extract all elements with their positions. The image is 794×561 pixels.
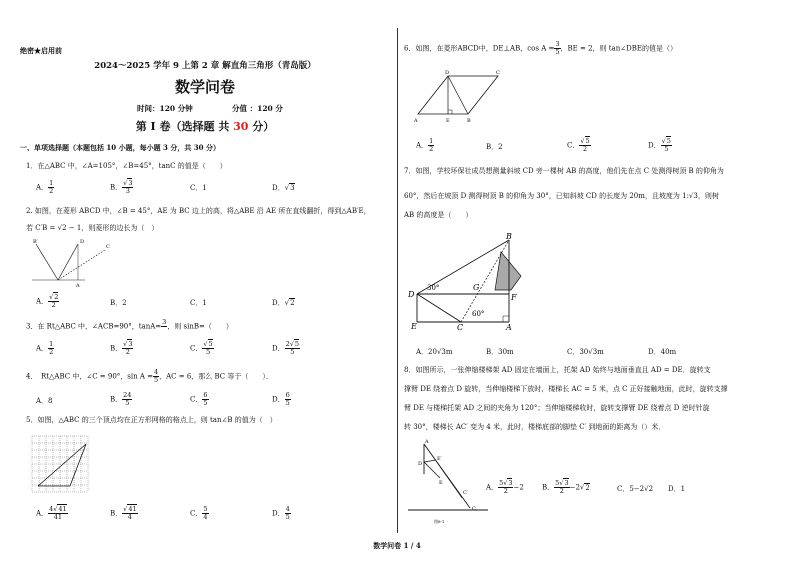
q7-figure — [405, 230, 545, 332]
q1-option-b[interactable]: B． $\frac{√3}{3}$ — [110, 179, 133, 195]
q7-label-g: G — [473, 283, 480, 292]
q5-option-d[interactable]: D． $\frac{4}{5}$ — [272, 505, 290, 521]
q3-stem: 3．在 Rt△ABC 中，∠ACB=90°，tanA= 3 ，则 sinB=（ ） — [26, 318, 233, 331]
q8-stem-line2: 撑臂 DE 绕着点 D 旋转，当伸缩楼梯下放时，楼梯长 AC = 5 米，点 C 正好接触地面，此时，旋转支撑 — [404, 385, 728, 393]
q8-option-b[interactable]: B． $\frac{5√3}{2}$ −2√2 — [542, 479, 590, 495]
q8-stem-line4: 转 30°，楼梯长 AC′ 变为 4 米，此时，楼梯底部的脚垫 C′ 到地面的距离为（）米． — [404, 423, 666, 431]
q5-option-c[interactable]: C． $\frac{5}{4}$ — [190, 505, 208, 521]
q6-option-a[interactable]: A． $\frac{1}{2}$ — [416, 137, 434, 153]
q5-stem: 5．如图，△ABC 的三个顶点均在正方形网格的格点上，则 tan∠B 的值为（ ） — [26, 416, 277, 424]
q1-option-d[interactable]: D．√3 — [272, 184, 295, 192]
q4-stem: 4． Rt△ABC 中，∠C = 90°，sin A = $\frac{4}{5}$ ，AC = 6，那么 BC 等于（ ）． — [26, 368, 273, 384]
q2-stem-line1: 2. 如图，在菱形 ABCD 中，∠B = 45°，AE 为 BC 边上的高，将△ABE 沿 AE 所在直线翻折，得到△AB′E， — [26, 207, 371, 215]
q8-stem-line1: 8．如图所示，一张伸缩楼梯架 AD 固定在墙面上，托架 AD 始终与地面垂直且 AD = DE．旋转支 — [404, 366, 711, 374]
q1-option-a[interactable]: A． $\frac{1}{2}$ — [36, 179, 54, 195]
score-label: 分值 ：120 分 — [232, 104, 283, 113]
q1-stem: 1．在△ABC 中，∠A=105°，∠B=45°，tanC 的值是（ ） — [26, 162, 227, 170]
q7-stem-line3: AB 的高度是（ ） — [404, 211, 473, 219]
q8-figure — [406, 438, 496, 528]
q7-option-d[interactable]: D．40m — [648, 348, 677, 356]
q6-option-b[interactable]: B．2 — [486, 143, 503, 151]
q5-option-b[interactable]: B． $\frac{√41}{4}$ — [110, 505, 137, 521]
q2-figure — [30, 238, 110, 288]
q6-option-c[interactable]: C． $\frac{√5}{2}$ — [567, 137, 590, 153]
q7-label-60: 60° — [472, 310, 485, 318]
q3-option-c[interactable]: C． $\frac{√5}{5}$ — [190, 340, 213, 356]
part-title-pre: 第 I 卷（选择题 共 — [135, 120, 234, 133]
q8-label-eprime: E′ — [437, 456, 442, 462]
q2-label-c: C — [106, 244, 110, 250]
part-title-score: 30 — [233, 120, 249, 133]
q2-option-c[interactable]: C．1 — [190, 299, 207, 307]
q6-figure — [410, 68, 502, 124]
q3-option-d[interactable]: D． $\frac{2√5}{5}$ — [272, 340, 300, 356]
exam-title: 数学问卷 — [174, 78, 235, 96]
q2-label-d: D — [80, 239, 85, 245]
q5-option-a[interactable]: A． $\frac{4√41}{41}$ — [36, 505, 67, 521]
q8-option-d[interactable]: D．1 — [668, 485, 686, 493]
q7-label-f: F — [511, 293, 517, 302]
q7-label-30: 30° — [427, 284, 440, 292]
q7-option-c[interactable]: C．30√3m — [567, 348, 604, 356]
q5-grid-figure — [30, 434, 94, 494]
q7-stem-line1: 7．如图，学校环保社成员想测量斜坡 CD 旁一棵树 AB 的高度，他们先在点 C 处测得树顶 B 的仰角为 — [404, 167, 724, 175]
q7-option-a[interactable]: A．20√3m — [416, 348, 453, 356]
q2-label-bprime: B′ — [33, 239, 38, 245]
q6-label-b: B — [467, 118, 471, 124]
q2-option-d[interactable]: D．√2 — [272, 299, 295, 307]
q1-option-c[interactable]: C．1 — [190, 184, 207, 192]
section-title: 一、单项选择题（本题包括 10 小题，每小题 3 分，共 30 分） — [20, 143, 220, 152]
q7-label-c: C — [457, 323, 464, 332]
q7-label-a: A — [506, 323, 512, 332]
q7-option-b[interactable]: B．30m — [486, 348, 514, 356]
q6-label-a: A — [414, 118, 418, 124]
q4-option-d[interactable]: D． $\frac{6}{5}$ — [272, 391, 290, 407]
q6-option-d[interactable]: D． $\frac{√5}{5}$ — [648, 137, 671, 153]
q8-option-c[interactable]: C．5−2√2 — [617, 485, 654, 493]
q2-option-b[interactable]: B．2 — [110, 299, 127, 307]
q6-label-e: E — [446, 118, 450, 124]
q2-label-a: A — [76, 283, 80, 288]
part-title-post: 分） — [248, 120, 275, 133]
q7-label-b: B — [506, 232, 512, 241]
q2-stem-line2: 若 C′B = √2 − 1，则菱形的边长为（ ） — [26, 224, 159, 232]
q2-option-a[interactable]: A． $\frac{√2}{2}$ — [36, 293, 59, 309]
part-title — [20, 120, 390, 133]
q8-label-c: C — [472, 506, 476, 512]
secret-mark: 绝密★启用前 — [20, 46, 62, 55]
q3-option-b[interactable]: B． $\frac{√3}{2}$ — [110, 340, 133, 356]
q4-option-b[interactable]: B． $\frac{24}{5}$ — [110, 391, 132, 407]
page-footer: 数学问卷 1 / 4 — [373, 541, 421, 550]
q3-option-a[interactable]: A． $\frac{1}{2}$ — [36, 340, 54, 356]
q6-stem: 6．如图，在菱形ABCD中，DE⊥AB，cos A = $\frac{3}{5}$ ，BE = 2，则 tan∠DBE的值是（） — [404, 40, 677, 56]
q8-label-d: D — [418, 461, 423, 467]
q6-label-d: D — [445, 70, 450, 76]
q7-label-d: D — [408, 290, 415, 299]
column-divider — [397, 28, 398, 533]
q8-stem-line3: 臂 DE 与楼梯托架 AD 之间的夹角为 120°；当伸缩楼梯收时，旋转支撑臂 DE 绕着点 D 逆时针旋 — [404, 404, 710, 412]
q8-option-a[interactable]: A． $\frac{5√3}{2}$ −2 — [486, 479, 524, 495]
q8-label-e: E — [439, 480, 443, 486]
q7-label-e: E — [411, 322, 417, 331]
q8-label-cprime: C′ — [463, 490, 468, 496]
q6-label-c: C — [496, 70, 500, 76]
q8-label-a: A — [425, 439, 429, 445]
q8-figure-caption: 图8-1 — [434, 519, 445, 524]
time-label: 时间：120 分钟 — [137, 104, 193, 113]
q4-option-a[interactable]: A．8 — [36, 397, 53, 405]
q7-stem-line2: 60°，然后在坡顶 D 测得树顶 B 的仰角为 30°，已知斜坡 CD 的长度为 20m，且坡度为 1:√3，则树 — [404, 192, 719, 200]
exam-subtitle: 2024～2025 学年 9 上第 2 章 解直角三角形（青岛版） — [94, 61, 316, 71]
q4-option-c[interactable]: C． $\frac{6}{5}$ — [190, 391, 208, 407]
